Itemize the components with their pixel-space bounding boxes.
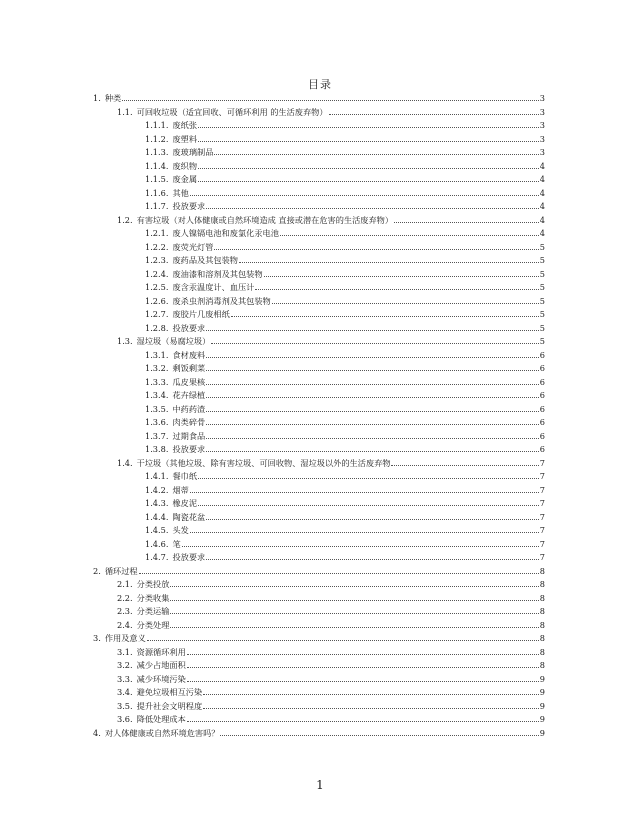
toc-entry[interactable] — [93, 91, 545, 105]
dot-leader — [198, 159, 539, 169]
toc-entry-number: 1.1.3. — [145, 147, 169, 157]
toc-entry-page: 4 — [539, 160, 545, 171]
toc-title: 目录 — [308, 78, 332, 91]
toc-entry-number: 3.5. — [117, 700, 133, 711]
toc-entry-title: 头发 — [172, 525, 189, 535]
dot-leader — [147, 631, 539, 641]
toc-entry-page: 5 — [539, 336, 545, 346]
toc-entry-number: 1.1.4. — [145, 160, 169, 171]
dot-leader — [206, 415, 539, 425]
toc-entry-page: 8 — [539, 565, 545, 576]
toc-entry-number: 1.1. — [117, 106, 133, 117]
toc-entry[interactable] — [93, 456, 545, 470]
toc-entry-page: 3 — [539, 120, 545, 130]
toc-entry-number: 1.4.7. — [145, 552, 169, 562]
toc-entry[interactable] — [93, 253, 545, 267]
toc-entry-page: 3 — [539, 93, 545, 103]
toc-entry-page: 4 — [539, 201, 545, 211]
toc-entry-page: 4 — [539, 174, 545, 184]
dot-leader — [280, 226, 539, 236]
toc-entry[interactable] — [93, 604, 545, 618]
toc-entry[interactable] — [93, 105, 545, 119]
toc-entry-page: 5 — [539, 255, 545, 265]
toc-entry[interactable] — [93, 442, 545, 456]
toc-entry-page: 6 — [539, 417, 545, 427]
dot-leader — [214, 240, 538, 250]
dot-leader — [206, 388, 539, 398]
dot-leader — [187, 712, 539, 722]
toc-entry[interactable] — [93, 321, 545, 335]
toc-entry[interactable] — [93, 577, 545, 591]
dot-leader — [190, 186, 539, 196]
toc-entry[interactable] — [93, 496, 545, 510]
toc-entry[interactable] — [93, 523, 545, 537]
toc-entry[interactable] — [93, 631, 545, 645]
toc-entry-title: 橡皮泥 — [172, 498, 198, 508]
toc-entry-number: 1.2.8. — [145, 322, 169, 333]
toc-entry-page: 7 — [539, 484, 545, 495]
toc-entry[interactable] — [93, 159, 545, 173]
toc-entry-number: 1.1.1. — [145, 120, 169, 130]
toc-entry[interactable] — [93, 685, 545, 699]
toc-entry-number: 3. — [93, 633, 101, 643]
toc-entry-title: 废杀虫剂消毒剂及其包装物 — [172, 295, 271, 306]
toc-entry-number: 3.3. — [117, 673, 133, 684]
toc-entry-title: 可回收垃圾（适宜回收、可循环利用 的生活废弃物） — [136, 106, 328, 117]
toc-entry-page: 6 — [539, 403, 545, 414]
toc-entry[interactable] — [93, 672, 545, 686]
toc-entry-page: 8 — [539, 619, 545, 630]
toc-entry[interactable] — [93, 375, 545, 389]
toc-entry-title: 循环过程 — [104, 565, 138, 576]
toc-entry[interactable] — [93, 294, 545, 308]
toc-entry-page: 4 — [539, 187, 545, 198]
toc-entry[interactable] — [93, 712, 545, 726]
dot-leader — [198, 132, 539, 142]
toc-entry-number: 1.1.2. — [145, 133, 169, 144]
toc-entry-page: 8 — [539, 633, 545, 643]
toc-entry-title: 废金属 — [172, 174, 198, 184]
toc-entry-title: 过期食品 — [172, 430, 206, 441]
toc-entry-title: 食材废料 — [172, 349, 206, 360]
toc-entry-page: 7 — [539, 471, 545, 481]
toc-entry-page: 7 — [539, 498, 545, 508]
toc-entry-number: 1.3.4. — [145, 390, 169, 400]
dot-leader — [239, 253, 539, 263]
toc-entry-number: 1.3.7. — [145, 430, 169, 441]
toc-entry[interactable] — [93, 334, 545, 348]
toc-entry-title: 投放要求 — [172, 201, 206, 211]
toc-entry-title: 肉类碎骨 — [172, 417, 206, 427]
toc-entry[interactable] — [93, 618, 545, 632]
dot-leader — [206, 429, 539, 439]
dot-leader — [206, 361, 539, 371]
toc-entry-page: 6 — [539, 363, 545, 373]
toc-entry-page: 9 — [539, 700, 545, 711]
toc-entry[interactable] — [93, 118, 545, 132]
toc-entry-title: 减少环境污染 — [136, 673, 186, 684]
dot-leader — [255, 280, 538, 290]
dot-leader — [211, 334, 538, 344]
toc-entry-title: 分类投放 — [136, 579, 170, 589]
toc-entry-title: 废荧光灯管 — [172, 241, 214, 252]
toc-entry-number: 1.2.7. — [145, 309, 169, 319]
toc-entry-title: 降低处理成本 — [136, 714, 186, 724]
toc-entry-page: 5 — [539, 295, 545, 306]
dot-leader — [329, 105, 539, 115]
toc-entry-title: 投放要求 — [172, 552, 206, 562]
toc-entry-number: 1.4.3. — [145, 498, 169, 508]
toc-entry-title: 湿垃圾（易腐垃圾） — [136, 336, 211, 346]
toc-entry-title: 资源循环利用 — [136, 646, 186, 657]
toc-entry-page: 7 — [539, 552, 545, 562]
toc-entry-page: 5 — [539, 322, 545, 333]
toc-entry-number: 1.4.5. — [145, 525, 169, 535]
toc-entry-number: 3.1. — [117, 646, 133, 657]
dot-leader — [264, 267, 539, 277]
toc-entry[interactable] — [93, 537, 545, 551]
toc-entry-page: 4 — [539, 214, 545, 225]
dot-leader — [206, 199, 539, 209]
toc-entry-title: 投放要求 — [172, 444, 206, 454]
toc-entry-title: 废含汞温度计、血压计 — [172, 282, 255, 292]
dot-leader — [214, 145, 538, 155]
toc-entry-number: 1.3.5. — [145, 403, 169, 414]
toc-entry[interactable] — [93, 280, 545, 294]
toc-entry-number: 3.4. — [117, 687, 133, 697]
dot-leader — [198, 172, 539, 182]
toc-entry[interactable] — [93, 213, 545, 227]
toc-entry-title: 提升社会文明程度 — [136, 700, 203, 711]
toc-entry-number: 1. — [93, 93, 101, 103]
dot-leader — [190, 483, 539, 493]
toc-entry-page: 6 — [539, 376, 545, 387]
toc-entry-title: 废玻璃制品 — [172, 147, 214, 157]
toc-entry-number: 1.2.2. — [145, 241, 169, 252]
toc-entry[interactable] — [93, 483, 545, 497]
toc-entry-page: 3 — [539, 133, 545, 144]
toc-entry-number: 1.1.5. — [145, 174, 169, 184]
toc-entry-page: 5 — [539, 309, 545, 319]
toc-entry-number: 2. — [93, 565, 101, 576]
dot-leader — [122, 91, 539, 101]
toc-entry-number: 1.2.4. — [145, 268, 169, 279]
dot-leader — [187, 672, 539, 682]
dot-leader — [206, 348, 539, 358]
toc-entry-title: 废塑料 — [172, 133, 198, 144]
dot-leader — [203, 685, 539, 695]
toc-entry-title: 其他 — [172, 187, 189, 198]
toc-entry[interactable] — [93, 132, 545, 146]
toc-entry-page: 8 — [539, 606, 545, 616]
toc-entry-number: 1.3.2. — [145, 363, 169, 373]
toc-entry[interactable] — [93, 240, 545, 254]
toc-entry-page: 5 — [539, 268, 545, 279]
toc-entry-page: 6 — [539, 390, 545, 400]
toc-entry-title: 种类 — [104, 93, 122, 103]
toc-entry-title: 废胶片几废相纸 — [172, 309, 230, 319]
toc-entry-page: 7 — [539, 457, 545, 468]
toc-entry-title: 废纸张 — [172, 120, 198, 130]
toc-entry-page: 7 — [539, 538, 545, 549]
toc-entry-number: 1.4.6. — [145, 538, 169, 549]
toc-entry[interactable] — [93, 699, 545, 713]
toc-entry-page: 8 — [539, 579, 545, 589]
toc-entry-number: 1.3.6. — [145, 417, 169, 427]
toc-entry-page: 4 — [539, 228, 545, 238]
toc-entry-number: 4. — [93, 727, 101, 738]
dot-leader — [170, 618, 538, 628]
toc-entry-title: 有害垃圾（对人体健康或自然环境造成 直接或潜在危害的生活废弃物） — [136, 214, 394, 225]
toc-entry-page: 3 — [539, 106, 545, 117]
toc-entry-number: 1.3.1. — [145, 349, 169, 360]
toc-entry-title: 分类收集 — [136, 592, 170, 603]
dot-leader — [182, 537, 539, 547]
dot-leader — [394, 213, 539, 223]
toc-entry[interactable] — [93, 388, 545, 402]
toc-entry[interactable] — [93, 645, 545, 659]
dot-leader — [170, 577, 538, 587]
toc-entry-number: 1.2. — [117, 214, 133, 225]
toc-entry-title: 投放要求 — [172, 322, 206, 333]
toc-entry-page: 6 — [539, 444, 545, 454]
toc-entry-page: 8 — [539, 646, 545, 657]
toc-entry[interactable] — [93, 186, 545, 200]
toc-entry[interactable] — [93, 361, 545, 375]
toc-entry-number: 3.2. — [117, 660, 133, 670]
toc-entry-number: 1.3.8. — [145, 444, 169, 454]
toc-entry[interactable] — [93, 429, 545, 443]
toc-entry[interactable] — [93, 550, 545, 564]
toc-entry-title: 分类处理 — [136, 619, 170, 630]
dot-leader — [203, 699, 539, 709]
dot-leader — [187, 645, 539, 655]
toc-entry-page: 8 — [539, 660, 545, 670]
toc-entry-title: 废人镍镉电池和废氯化汞电池 — [172, 228, 279, 238]
dot-leader — [170, 591, 538, 601]
toc-entry-number: 1.1.7. — [145, 201, 169, 211]
dot-leader — [206, 402, 539, 412]
toc-entry[interactable] — [93, 267, 545, 281]
toc-entry[interactable] — [93, 658, 545, 672]
dot-leader — [220, 726, 538, 736]
dot-leader — [391, 456, 538, 466]
toc-entry-number: 2.1. — [117, 579, 133, 589]
toc-entry-page: 9 — [539, 687, 545, 697]
toc-entry-title: 餐巾纸 — [172, 471, 198, 481]
toc-entry-number: 3.6. — [117, 714, 133, 724]
toc-entry-title: 烟蒂 — [172, 484, 189, 495]
toc-entry-page: 7 — [539, 525, 545, 535]
toc-entry-page: 6 — [539, 430, 545, 441]
toc-entry-number: 2.3. — [117, 606, 133, 616]
toc-entry[interactable] — [93, 199, 545, 213]
dot-leader — [170, 604, 538, 614]
toc-entry-number: 1.3.3. — [145, 376, 169, 387]
toc-entry-number: 1.2.6. — [145, 295, 169, 306]
toc-entry[interactable] — [93, 591, 545, 605]
toc-entry-number: 1.2.1. — [145, 228, 169, 238]
dot-leader — [187, 658, 539, 668]
dot-leader — [198, 496, 539, 506]
dot-leader — [231, 307, 539, 317]
toc-entry[interactable] — [93, 145, 545, 159]
toc-entry-number: 1.4.4. — [145, 511, 169, 522]
toc-entry-title: 笔 — [172, 538, 181, 549]
dot-leader — [206, 442, 539, 452]
dot-leader — [190, 523, 539, 533]
dot-leader — [206, 321, 539, 331]
toc-entry[interactable] — [93, 307, 545, 321]
toc-entry-page: 5 — [539, 241, 545, 252]
toc-entry[interactable] — [93, 469, 545, 483]
toc-entry-page: 9 — [539, 727, 545, 738]
toc-entry-number: 1.4. — [117, 457, 133, 468]
toc-entry-number: 1.1.6. — [145, 187, 169, 198]
dot-leader — [206, 375, 539, 385]
toc-entry-title: 剩饭剩菜 — [172, 363, 206, 373]
toc-entry-number: 1.4.1. — [145, 471, 169, 481]
table-of-contents — [93, 91, 545, 739]
toc-entry[interactable] — [93, 172, 545, 186]
toc-entry-title: 瓜皮果核 — [172, 376, 206, 387]
dot-leader — [198, 118, 539, 128]
toc-entry-page: 7 — [539, 511, 545, 522]
toc-entry-title: 对人体健康或自然环境危害吗？ — [104, 727, 220, 738]
toc-entry-page: 9 — [539, 714, 545, 724]
toc-entry-number: 1.2.3. — [145, 255, 169, 265]
toc-entry-title: 作用及意义 — [104, 633, 146, 643]
toc-entry-title: 中药药渣 — [172, 403, 206, 414]
toc-entry-title: 废织物 — [172, 160, 198, 171]
toc-entry-page: 3 — [539, 147, 545, 157]
dot-leader — [206, 550, 539, 560]
toc-entry-number: 1.2.5. — [145, 282, 169, 292]
toc-entry-title: 分类运输 — [136, 606, 170, 616]
toc-entry-page: 8 — [539, 592, 545, 603]
toc-entry-number: 1.3. — [117, 336, 133, 346]
toc-entry-title: 花卉绿植 — [172, 390, 206, 400]
toc-entry-page: 5 — [539, 282, 545, 292]
toc-entry[interactable] — [93, 510, 545, 524]
toc-entry[interactable] — [93, 348, 545, 362]
toc-entry-number: 2.2. — [117, 592, 133, 603]
toc-entry-title: 减少占地面积 — [136, 660, 186, 670]
toc-entry-title: 陶瓷花盆 — [172, 511, 206, 522]
dot-leader — [272, 294, 539, 304]
toc-entry[interactable] — [93, 402, 545, 416]
toc-entry[interactable] — [93, 726, 545, 740]
toc-entry[interactable] — [93, 564, 545, 578]
toc-entry[interactable] — [93, 415, 545, 429]
dot-leader — [206, 510, 539, 520]
dot-leader — [198, 469, 539, 479]
toc-entry-title: 避免垃圾相互污染 — [136, 687, 203, 697]
toc-entry-page: 6 — [539, 349, 545, 360]
toc-entry[interactable] — [93, 226, 545, 240]
toc-entry-title: 废油漆和溶剂及其包装物 — [172, 268, 263, 279]
toc-entry-number: 2.4. — [117, 619, 133, 630]
toc-entry-title: 废药品及其包装物 — [172, 255, 238, 265]
toc-entry-title: 干垃圾（其他垃圾、除有害垃圾、可回收物、湿垃圾以外的生活废弃物 — [136, 457, 391, 468]
dot-leader — [139, 564, 539, 574]
page-number: 1 — [316, 778, 324, 792]
toc-entry-number: 1.4.2. — [145, 484, 169, 495]
toc-entry-page: 9 — [539, 673, 545, 684]
